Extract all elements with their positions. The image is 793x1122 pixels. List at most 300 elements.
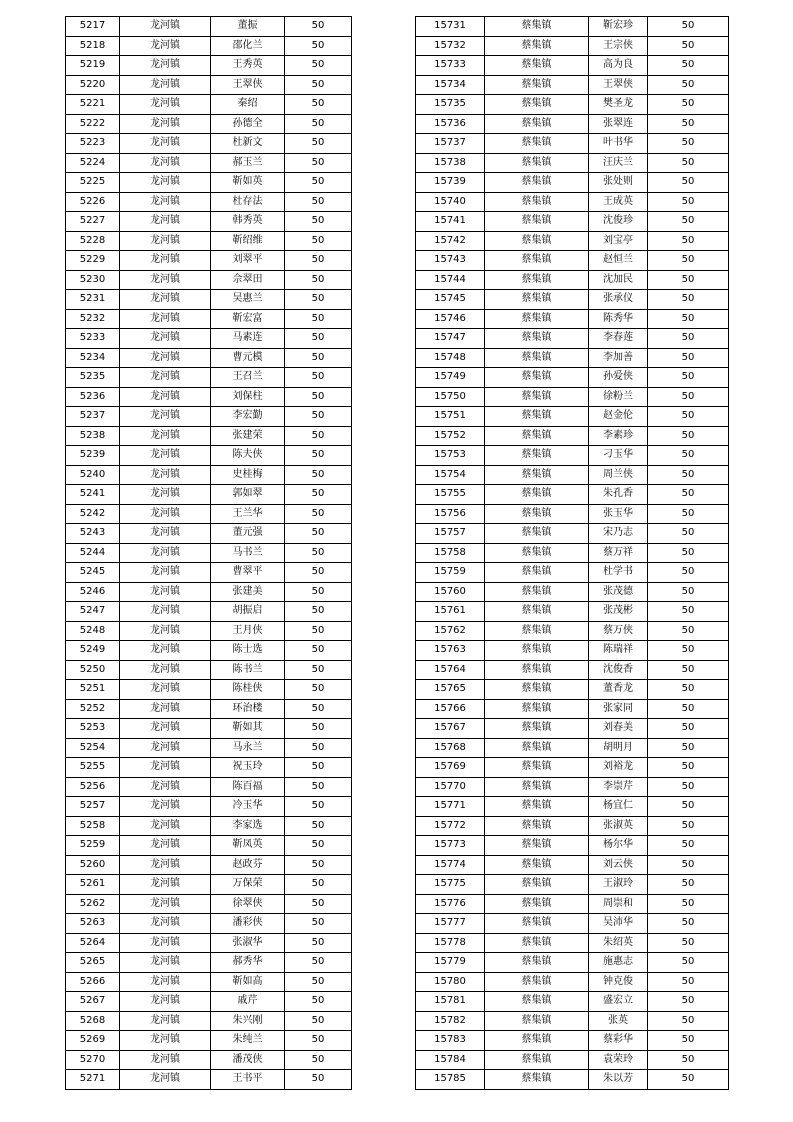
amount-cell: 50 (285, 543, 352, 563)
township-cell: 蔡集镇 (485, 56, 589, 76)
row-number-cell: 15775 (416, 875, 485, 895)
person-name-cell: 钟克俊 (589, 972, 648, 992)
person-name-cell: 靳如高 (211, 972, 285, 992)
table-row (416, 836, 729, 856)
amount-cell: 50 (285, 836, 352, 856)
amount-cell: 50 (285, 348, 352, 368)
row-number-cell: 15759 (416, 563, 485, 583)
township-cell: 蔡集镇 (485, 816, 589, 836)
amount-cell: 50 (648, 407, 729, 427)
row-number-cell: 5221 (66, 95, 120, 115)
table-row (416, 582, 729, 602)
township-cell: 龙河镇 (120, 1050, 211, 1070)
table-row (66, 446, 352, 466)
row-number-cell: 15746 (416, 309, 485, 329)
table-row (66, 719, 352, 739)
row-number-cell: 15754 (416, 465, 485, 485)
row-number-cell: 15750 (416, 387, 485, 407)
table-row (416, 134, 729, 154)
amount-cell: 50 (285, 699, 352, 719)
table-row (66, 114, 352, 134)
person-name-cell: 周兰侠 (589, 465, 648, 485)
person-name-cell: 朱绍英 (589, 933, 648, 953)
person-name-cell: 韩秀英 (211, 212, 285, 232)
row-number-cell: 5232 (66, 309, 120, 329)
table-row (416, 290, 729, 310)
table-row (416, 894, 729, 914)
row-number-cell: 15777 (416, 914, 485, 934)
table-row (416, 992, 729, 1012)
table-row (416, 914, 729, 934)
township-cell: 龙河镇 (120, 836, 211, 856)
person-name-cell: 杜新文 (211, 134, 285, 154)
row-number-cell: 5240 (66, 465, 120, 485)
amount-cell: 50 (285, 290, 352, 310)
amount-cell: 50 (285, 95, 352, 115)
row-number-cell: 5233 (66, 329, 120, 349)
table-row (416, 368, 729, 388)
township-cell: 龙河镇 (120, 602, 211, 622)
amount-cell: 50 (648, 368, 729, 388)
township-cell: 蔡集镇 (485, 894, 589, 914)
person-name-cell: 袁荣玲 (589, 1050, 648, 1070)
table-row (416, 95, 729, 115)
township-cell: 龙河镇 (120, 485, 211, 505)
row-number-cell: 15762 (416, 621, 485, 641)
amount-cell: 50 (285, 17, 352, 37)
row-number-cell: 5254 (66, 738, 120, 758)
table-row (66, 836, 352, 856)
person-name-cell: 张玉华 (589, 504, 648, 524)
row-number-cell: 15776 (416, 894, 485, 914)
row-number-cell: 15732 (416, 36, 485, 56)
table-row (416, 212, 729, 232)
row-number-cell: 5247 (66, 602, 120, 622)
row-number-cell: 5229 (66, 251, 120, 271)
person-name-cell: 朱纯兰 (211, 1031, 285, 1051)
row-number-cell: 5270 (66, 1050, 120, 1070)
row-number-cell: 15769 (416, 758, 485, 778)
row-number-cell: 15782 (416, 1011, 485, 1031)
person-name-cell: 蔡万侠 (589, 621, 648, 641)
person-name-cell: 佘翠田 (211, 270, 285, 290)
row-number-cell: 5225 (66, 173, 120, 193)
person-name-cell: 刘宝亭 (589, 231, 648, 251)
row-number-cell: 5256 (66, 777, 120, 797)
township-cell: 蔡集镇 (485, 953, 589, 973)
row-number-cell: 5255 (66, 758, 120, 778)
person-name-cell: 马素连 (211, 329, 285, 349)
township-cell: 蔡集镇 (485, 270, 589, 290)
person-name-cell: 沈俊珍 (589, 212, 648, 232)
township-cell: 龙河镇 (120, 251, 211, 271)
amount-cell: 50 (648, 329, 729, 349)
amount-cell: 50 (648, 719, 729, 739)
amount-cell: 50 (285, 972, 352, 992)
amount-cell: 50 (285, 797, 352, 817)
amount-cell: 50 (285, 602, 352, 622)
row-number-cell: 5245 (66, 563, 120, 583)
person-name-cell: 靳宏珍 (589, 17, 648, 37)
amount-cell: 50 (648, 114, 729, 134)
amount-cell: 50 (648, 75, 729, 95)
township-cell: 蔡集镇 (485, 329, 589, 349)
amount-cell: 50 (285, 407, 352, 427)
row-number-cell: 15735 (416, 95, 485, 115)
table-row (66, 972, 352, 992)
amount-cell: 50 (648, 1070, 729, 1090)
row-number-cell: 15751 (416, 407, 485, 427)
row-number-cell: 5222 (66, 114, 120, 134)
table-row (416, 738, 729, 758)
person-name-cell: 靳如英 (211, 173, 285, 193)
amount-cell: 50 (285, 465, 352, 485)
row-number-cell: 5259 (66, 836, 120, 856)
amount-cell: 50 (648, 543, 729, 563)
table-row (416, 56, 729, 76)
row-number-cell: 15743 (416, 251, 485, 271)
table-row (416, 173, 729, 193)
amount-cell: 50 (285, 309, 352, 329)
row-number-cell: 5246 (66, 582, 120, 602)
table-row (66, 1050, 352, 1070)
row-number-cell: 5217 (66, 17, 120, 37)
table-row (416, 329, 729, 349)
township-cell: 蔡集镇 (485, 972, 589, 992)
row-number-cell: 15741 (416, 212, 485, 232)
left-roster-table (65, 16, 352, 1090)
person-name-cell: 王月侠 (211, 621, 285, 641)
township-cell: 龙河镇 (120, 75, 211, 95)
amount-cell: 50 (648, 387, 729, 407)
table-row (416, 602, 729, 622)
amount-cell: 50 (648, 1050, 729, 1070)
table-row (66, 212, 352, 232)
table-row (66, 485, 352, 505)
township-cell: 龙河镇 (120, 933, 211, 953)
person-name-cell: 祝玉玲 (211, 758, 285, 778)
township-cell: 龙河镇 (120, 875, 211, 895)
person-name-cell: 张处则 (589, 173, 648, 193)
person-name-cell: 潘茂侠 (211, 1050, 285, 1070)
person-name-cell: 张英 (589, 1011, 648, 1031)
right-roster-body (416, 17, 729, 1090)
township-cell: 龙河镇 (120, 953, 211, 973)
table-row (416, 680, 729, 700)
person-name-cell: 李宏勤 (211, 407, 285, 427)
person-name-cell: 秦绍 (211, 95, 285, 115)
person-name-cell: 郝玉兰 (211, 153, 285, 173)
amount-cell: 50 (285, 660, 352, 680)
amount-cell: 50 (285, 446, 352, 466)
row-number-cell: 5218 (66, 36, 120, 56)
table-row (416, 17, 729, 37)
township-cell: 龙河镇 (120, 621, 211, 641)
township-cell: 蔡集镇 (485, 660, 589, 680)
amount-cell: 50 (648, 270, 729, 290)
person-name-cell: 朱兴刚 (211, 1011, 285, 1031)
amount-cell: 50 (285, 387, 352, 407)
township-cell: 龙河镇 (120, 524, 211, 544)
amount-cell: 50 (285, 1050, 352, 1070)
amount-cell: 50 (648, 797, 729, 817)
amount-cell: 50 (648, 972, 729, 992)
person-name-cell: 王书平 (211, 1070, 285, 1090)
township-cell: 龙河镇 (120, 797, 211, 817)
row-number-cell: 5252 (66, 699, 120, 719)
person-name-cell: 杨尔华 (589, 836, 648, 856)
table-row (416, 36, 729, 56)
table-row (416, 855, 729, 875)
township-cell: 龙河镇 (120, 504, 211, 524)
table-row (66, 953, 352, 973)
person-name-cell: 张建荣 (211, 426, 285, 446)
township-cell: 蔡集镇 (485, 836, 589, 856)
table-row (66, 582, 352, 602)
row-number-cell: 15758 (416, 543, 485, 563)
table-row (66, 309, 352, 329)
township-cell: 蔡集镇 (485, 17, 589, 37)
township-cell: 龙河镇 (120, 543, 211, 563)
row-number-cell: 15785 (416, 1070, 485, 1090)
amount-cell: 50 (648, 836, 729, 856)
table-row (66, 95, 352, 115)
amount-cell: 50 (648, 36, 729, 56)
amount-cell: 50 (285, 563, 352, 583)
person-name-cell: 郝秀华 (211, 953, 285, 973)
amount-cell: 50 (285, 134, 352, 154)
table-row (66, 407, 352, 427)
table-row (416, 797, 729, 817)
township-cell: 龙河镇 (120, 56, 211, 76)
person-name-cell: 孙爱侠 (589, 368, 648, 388)
amount-cell: 50 (648, 153, 729, 173)
township-cell: 龙河镇 (120, 758, 211, 778)
row-number-cell: 15731 (416, 17, 485, 37)
township-cell: 蔡集镇 (485, 75, 589, 95)
amount-cell: 50 (285, 914, 352, 934)
amount-cell: 50 (648, 524, 729, 544)
township-cell: 蔡集镇 (485, 563, 589, 583)
table-row (66, 543, 352, 563)
township-cell: 龙河镇 (120, 17, 211, 37)
person-name-cell: 靳绍维 (211, 231, 285, 251)
table-row (66, 270, 352, 290)
township-cell: 蔡集镇 (485, 797, 589, 817)
person-name-cell: 孙德全 (211, 114, 285, 134)
township-cell: 蔡集镇 (485, 602, 589, 622)
person-name-cell: 杜学书 (589, 563, 648, 583)
person-name-cell: 邵化兰 (211, 36, 285, 56)
table-row (66, 524, 352, 544)
table-row (416, 270, 729, 290)
row-number-cell: 15767 (416, 719, 485, 739)
table-row (66, 134, 352, 154)
township-cell: 蔡集镇 (485, 153, 589, 173)
table-row (66, 173, 352, 193)
person-name-cell: 樊圣龙 (589, 95, 648, 115)
row-number-cell: 15739 (416, 173, 485, 193)
amount-cell: 50 (285, 485, 352, 505)
row-number-cell: 5267 (66, 992, 120, 1012)
row-number-cell: 5227 (66, 212, 120, 232)
township-cell: 蔡集镇 (485, 699, 589, 719)
person-name-cell: 宋乃志 (589, 524, 648, 544)
amount-cell: 50 (648, 426, 729, 446)
row-number-cell: 15765 (416, 680, 485, 700)
township-cell: 蔡集镇 (485, 465, 589, 485)
amount-cell: 50 (648, 738, 729, 758)
table-row (66, 1031, 352, 1051)
row-number-cell: 5238 (66, 426, 120, 446)
person-name-cell: 刘春美 (589, 719, 648, 739)
person-name-cell: 赵恒兰 (589, 251, 648, 271)
township-cell: 龙河镇 (120, 153, 211, 173)
township-cell: 蔡集镇 (485, 95, 589, 115)
township-cell: 龙河镇 (120, 231, 211, 251)
table-row (416, 426, 729, 446)
table-row (66, 36, 352, 56)
amount-cell: 50 (648, 563, 729, 583)
person-name-cell: 马永兰 (211, 738, 285, 758)
person-name-cell: 徐翠侠 (211, 894, 285, 914)
table-row (416, 231, 729, 251)
row-number-cell: 5263 (66, 914, 120, 934)
township-cell: 龙河镇 (120, 329, 211, 349)
amount-cell: 50 (648, 485, 729, 505)
row-number-cell: 15768 (416, 738, 485, 758)
table-row (66, 894, 352, 914)
amount-cell: 50 (285, 114, 352, 134)
row-number-cell: 5271 (66, 1070, 120, 1090)
township-cell: 蔡集镇 (485, 621, 589, 641)
right-roster-table (415, 16, 729, 1090)
person-name-cell: 徐粉兰 (589, 387, 648, 407)
row-number-cell: 15756 (416, 504, 485, 524)
table-row (66, 1011, 352, 1031)
person-name-cell: 张建美 (211, 582, 285, 602)
amount-cell: 50 (648, 173, 729, 193)
amount-cell: 50 (648, 348, 729, 368)
row-number-cell: 15781 (416, 992, 485, 1012)
table-row (66, 329, 352, 349)
amount-cell: 50 (285, 192, 352, 212)
table-row (416, 465, 729, 485)
person-name-cell: 蔡彩华 (589, 1031, 648, 1051)
row-number-cell: 15763 (416, 641, 485, 661)
person-name-cell: 吴沛华 (589, 914, 648, 934)
person-name-cell: 陈百福 (211, 777, 285, 797)
amount-cell: 50 (648, 231, 729, 251)
amount-cell: 50 (285, 426, 352, 446)
row-number-cell: 5262 (66, 894, 120, 914)
amount-cell: 50 (648, 933, 729, 953)
person-name-cell: 王召兰 (211, 368, 285, 388)
person-name-cell: 张家同 (589, 699, 648, 719)
township-cell: 蔡集镇 (485, 387, 589, 407)
amount-cell: 50 (285, 992, 352, 1012)
amount-cell: 50 (285, 582, 352, 602)
township-cell: 龙河镇 (120, 1031, 211, 1051)
person-name-cell: 冷玉华 (211, 797, 285, 817)
person-name-cell: 朱孔香 (589, 485, 648, 505)
person-name-cell: 张淑华 (211, 933, 285, 953)
person-name-cell: 汪庆兰 (589, 153, 648, 173)
amount-cell: 50 (648, 582, 729, 602)
table-row (416, 699, 729, 719)
amount-cell: 50 (285, 153, 352, 173)
row-number-cell: 5268 (66, 1011, 120, 1031)
township-cell: 蔡集镇 (485, 1050, 589, 1070)
table-row (66, 699, 352, 719)
table-row (66, 368, 352, 388)
amount-cell: 50 (285, 173, 352, 193)
table-row (66, 1070, 352, 1090)
person-name-cell: 叶书华 (589, 134, 648, 154)
township-cell: 龙河镇 (120, 465, 211, 485)
person-name-cell: 杜存法 (211, 192, 285, 212)
row-number-cell: 15737 (416, 134, 485, 154)
amount-cell: 50 (648, 992, 729, 1012)
row-number-cell: 15778 (416, 933, 485, 953)
township-cell: 蔡集镇 (485, 875, 589, 895)
person-name-cell: 环治楼 (211, 699, 285, 719)
row-number-cell: 5266 (66, 972, 120, 992)
amount-cell: 50 (648, 251, 729, 271)
row-number-cell: 15779 (416, 953, 485, 973)
person-name-cell: 王成英 (589, 192, 648, 212)
amount-cell: 50 (648, 95, 729, 115)
person-name-cell: 张翠连 (589, 114, 648, 134)
amount-cell: 50 (285, 1070, 352, 1090)
township-cell: 蔡集镇 (485, 134, 589, 154)
township-cell: 蔡集镇 (485, 933, 589, 953)
township-cell: 龙河镇 (120, 212, 211, 232)
amount-cell: 50 (648, 699, 729, 719)
table-row (416, 114, 729, 134)
amount-cell: 50 (648, 134, 729, 154)
amount-cell: 50 (285, 504, 352, 524)
table-row (416, 543, 729, 563)
table-row (416, 1011, 729, 1031)
row-number-cell: 15748 (416, 348, 485, 368)
amount-cell: 50 (285, 1011, 352, 1031)
person-name-cell: 施惠志 (589, 953, 648, 973)
table-row (416, 953, 729, 973)
township-cell: 蔡集镇 (485, 504, 589, 524)
township-cell: 蔡集镇 (485, 446, 589, 466)
table-row (66, 641, 352, 661)
row-number-cell: 5244 (66, 543, 120, 563)
table-row (66, 465, 352, 485)
township-cell: 龙河镇 (120, 680, 211, 700)
township-cell: 龙河镇 (120, 641, 211, 661)
row-number-cell: 15772 (416, 816, 485, 836)
amount-cell: 50 (285, 329, 352, 349)
amount-cell: 50 (285, 855, 352, 875)
row-number-cell: 5265 (66, 953, 120, 973)
row-number-cell: 15770 (416, 777, 485, 797)
row-number-cell: 15766 (416, 699, 485, 719)
township-cell: 龙河镇 (120, 270, 211, 290)
township-cell: 蔡集镇 (485, 777, 589, 797)
amount-cell: 50 (648, 602, 729, 622)
row-number-cell: 15745 (416, 290, 485, 310)
table-row (66, 348, 352, 368)
township-cell: 龙河镇 (120, 563, 211, 583)
row-number-cell: 15752 (416, 426, 485, 446)
township-cell: 蔡集镇 (485, 309, 589, 329)
